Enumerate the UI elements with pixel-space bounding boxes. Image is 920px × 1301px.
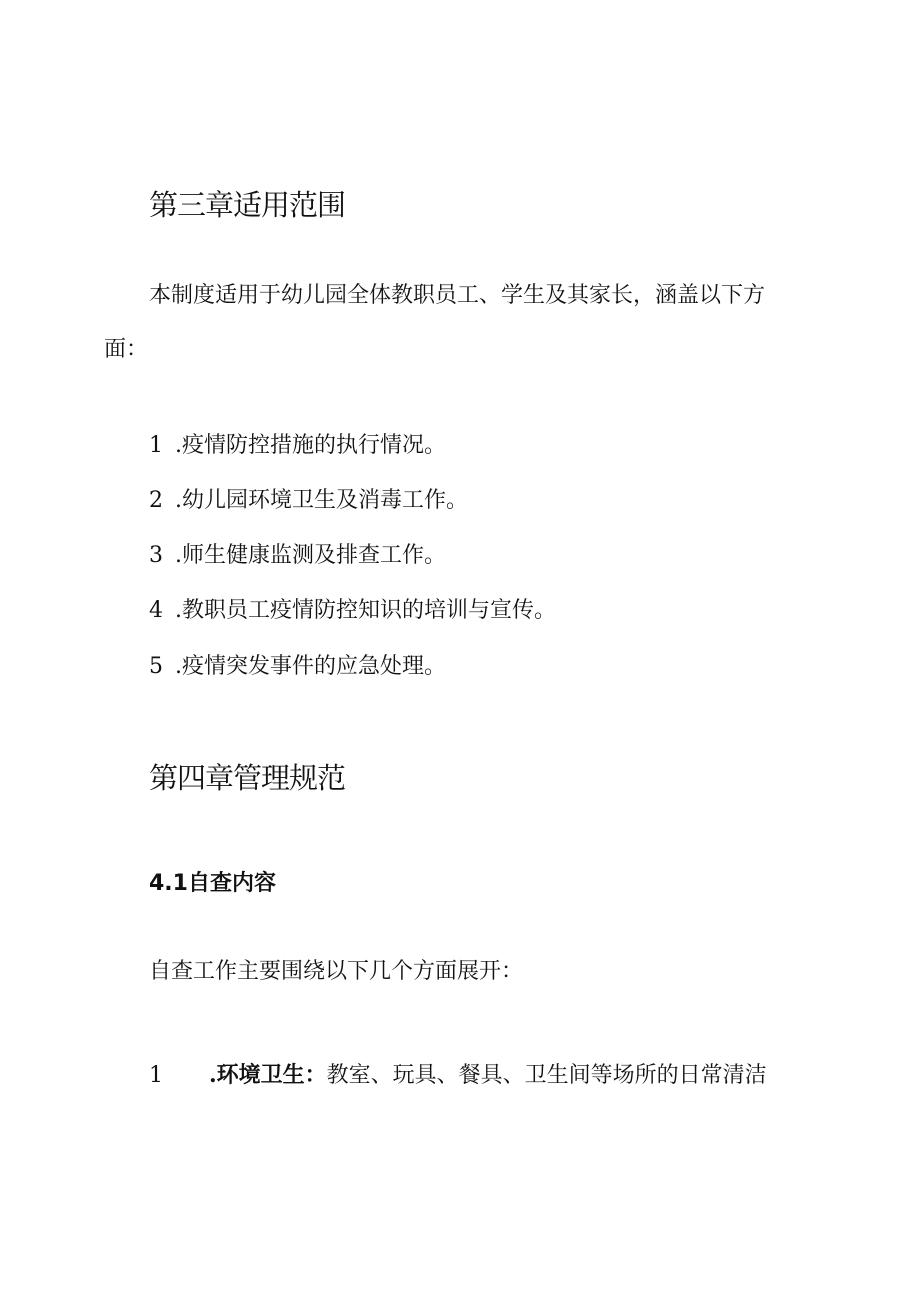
list-item-text: .师生健康监测及排查工作。 [175, 543, 446, 568]
list-item [149, 656, 446, 678]
list-item-number: 1 [149, 433, 163, 458]
list-item-text: 教室、玩具、餐具、卫生间等场所的日常清洁 [326, 1063, 767, 1088]
list-item-number: 5 [149, 654, 163, 679]
list-item-text: .疫情突发事件的应急处理。 [175, 654, 446, 679]
list-item-label: .环境卫生： [209, 1062, 327, 1088]
list-item-number: 3 [149, 543, 163, 568]
list-item [149, 600, 556, 622]
list-item-number: 2 [149, 488, 163, 513]
section-4-1-title: 4.1自查内容 [149, 871, 276, 896]
chapter3-intro-line2: 面： [104, 337, 149, 362]
list-item-number: 4 [149, 598, 163, 623]
list-item [149, 490, 468, 512]
chapter3-intro-line1: 本制度适用于幼儿园全体教职员工、学生及其家长，涵盖以下方 [149, 283, 766, 308]
section-4-1-intro: 自查工作主要围绕以下几个方面展开： [149, 959, 524, 984]
list-item-text: .教职员工疫情防控知识的培训与宣传。 [175, 598, 556, 623]
list-item [149, 435, 446, 457]
list-item [149, 545, 446, 567]
list-item-number: 1 [149, 1063, 163, 1088]
chapter4-title: 第四章管理规范 [149, 761, 346, 795]
list-item [149, 1064, 767, 1087]
chapter3-title: 第三章适用范围 [149, 188, 346, 222]
list-item-text: .疫情防控措施的执行情况。 [175, 433, 446, 458]
list-item-text: .幼儿园环境卫生及消毒工作。 [175, 488, 468, 513]
